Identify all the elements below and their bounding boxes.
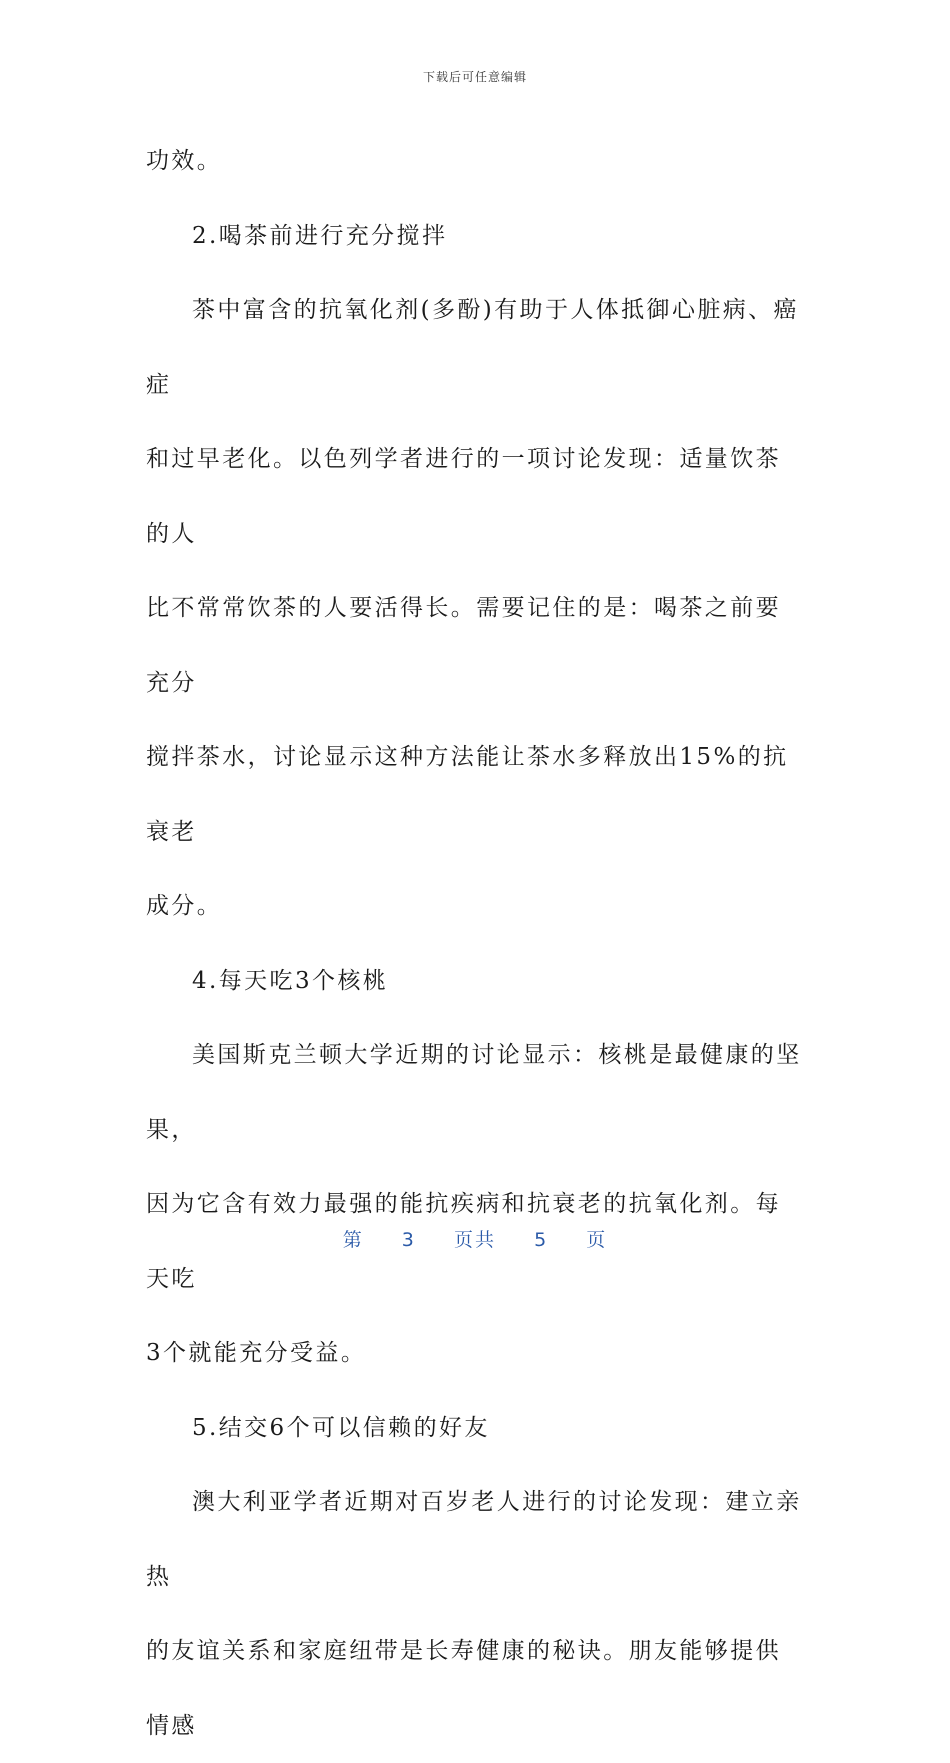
paragraph-line: 茶中富含的抗氧化剂(多酚)有助于人体抵御心脏病、癌症: [146, 297, 799, 398]
total-pages-number: 5: [534, 1229, 549, 1251]
header-note: 下载后可任意编辑: [422, 70, 527, 84]
paragraph-line: 美国斯克兰顿大学近期的讨论显示：核桃是最健康的坚果，: [146, 1042, 802, 1143]
paragraph-line: 成分。: [146, 893, 223, 919]
paragraph-line: 功效。: [146, 148, 223, 174]
current-page-number: 3: [401, 1229, 416, 1251]
paragraph-line: 3个就能充分受益。: [146, 1340, 367, 1366]
footer-middle: 页共: [453, 1229, 496, 1251]
section-heading: 2.喝茶前进行充分搅拌: [192, 222, 448, 249]
page-number-footer: [0, 1225, 950, 1252]
footer-suffix: 页: [586, 1229, 608, 1251]
paragraph-line: 搅拌茶水，讨论显示这种方法能让茶水多释放出15%的抗衰老: [146, 744, 789, 845]
paragraph-line: 和过早老化。以色列学者进行的一项讨论发现：适量饮茶的人: [146, 446, 781, 547]
paragraph-line: 比不常常饮茶的人要活得长。需要记住的是：喝茶之前要充分: [146, 595, 781, 696]
paragraph-line: 的友谊关系和家庭纽带是长寿健康的秘诀。朋友能够提供情感: [146, 1638, 781, 1739]
paragraph-line: 澳大利亚学者近期对百岁老人进行的讨论发现：建立亲热: [146, 1489, 802, 1590]
body-text: [146, 124, 806, 1763]
paragraph-line: 因为它含有效力最强的能抗疾病和抗衰老的抗氧化剂。每天吃: [146, 1191, 781, 1292]
section-heading: 4.每天吃3个核桃: [192, 967, 389, 994]
section-heading: 5.结交6个可以信赖的好友: [192, 1414, 490, 1441]
footer-prefix: 第: [342, 1229, 364, 1251]
